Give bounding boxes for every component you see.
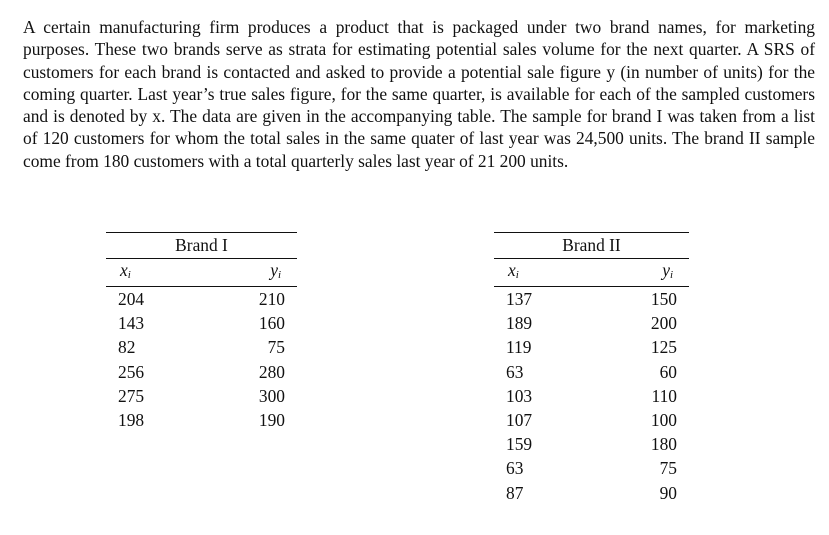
y-value: 210 bbox=[258, 289, 285, 309]
x-value: 204 bbox=[118, 289, 145, 309]
brand-1-table bbox=[106, 232, 297, 432]
y-value: 190 bbox=[258, 410, 285, 431]
table-row bbox=[106, 384, 297, 408]
table-row bbox=[106, 287, 297, 311]
y-value: 125 bbox=[650, 337, 677, 358]
table-row bbox=[494, 408, 689, 432]
table-row bbox=[494, 384, 689, 408]
x-value: 87 bbox=[506, 482, 524, 503]
x-value: 137 bbox=[506, 289, 533, 309]
y-value: 90 bbox=[659, 482, 677, 503]
problem-paragraph: A certain manufacturing firm produces a product that is packaged under two brand names, for marketing purposes. These two brands serve as strata for estimating potential sales volume for the next quarter. A SRS of customers for each brand is contacted and asked to provide a potential sale figure y (in number of units) for the coming quarter. Last year’s true sales figure, for the same quarter, is available for each of the sampled customers and is denoted by x. The data are given in the accompanying table. The sample for brand I was taken from a list of 120 customers for whom the total sales in the same quater of last year was 24,500 units. The brand II sample come from 180 customers with a total quarterly sales last year of 21 200 units. bbox=[23, 17, 815, 171]
x-value: 159 bbox=[506, 434, 533, 455]
x-value: 189 bbox=[506, 313, 533, 334]
table-row bbox=[106, 335, 297, 359]
top-rule bbox=[106, 232, 297, 233]
table-row bbox=[494, 311, 689, 335]
y-value: 75 bbox=[267, 337, 285, 358]
table-row bbox=[494, 360, 689, 384]
brand-2-column-headers bbox=[494, 259, 689, 286]
y-value: 110 bbox=[651, 385, 677, 406]
y-value: 75 bbox=[659, 458, 677, 479]
y-value: 180 bbox=[650, 434, 677, 455]
table-row bbox=[106, 360, 297, 384]
x-value: 143 bbox=[118, 313, 145, 334]
y-value: 280 bbox=[258, 361, 285, 382]
y-value: 100 bbox=[650, 410, 677, 431]
brand-1-column-headers bbox=[106, 259, 297, 286]
x-value: 63 bbox=[506, 458, 524, 479]
y-column-header: yi bbox=[662, 260, 673, 281]
brand-2-title: Brand II bbox=[562, 235, 621, 255]
table-row bbox=[494, 456, 689, 480]
y-value: 200 bbox=[650, 313, 677, 334]
table-row bbox=[106, 408, 297, 432]
y-column-header: yi bbox=[270, 260, 281, 281]
x-value: 198 bbox=[118, 410, 145, 431]
x-value: 103 bbox=[506, 385, 533, 406]
x-value: 119 bbox=[506, 337, 532, 358]
x-value: 82 bbox=[118, 337, 136, 358]
brand-2-rows bbox=[494, 287, 689, 505]
table-row bbox=[494, 287, 689, 311]
y-value: 150 bbox=[650, 289, 677, 309]
x-value: 275 bbox=[118, 385, 145, 406]
x-value: 107 bbox=[506, 410, 533, 431]
top-rule bbox=[494, 232, 689, 233]
x-value: 256 bbox=[118, 361, 145, 382]
table-row bbox=[106, 311, 297, 335]
y-value: 300 bbox=[258, 385, 285, 406]
y-value: 60 bbox=[659, 361, 677, 382]
y-value: 160 bbox=[258, 313, 285, 334]
table-row bbox=[494, 335, 689, 359]
brand-1-title: Brand I bbox=[175, 235, 228, 255]
table-row bbox=[494, 481, 689, 505]
x-value: 63 bbox=[506, 361, 524, 382]
brand-1-rows bbox=[106, 287, 297, 432]
brand-2-table bbox=[494, 232, 689, 505]
x-column-header: xi bbox=[508, 260, 519, 281]
table-row bbox=[494, 432, 689, 456]
x-column-header: xi bbox=[120, 260, 131, 281]
